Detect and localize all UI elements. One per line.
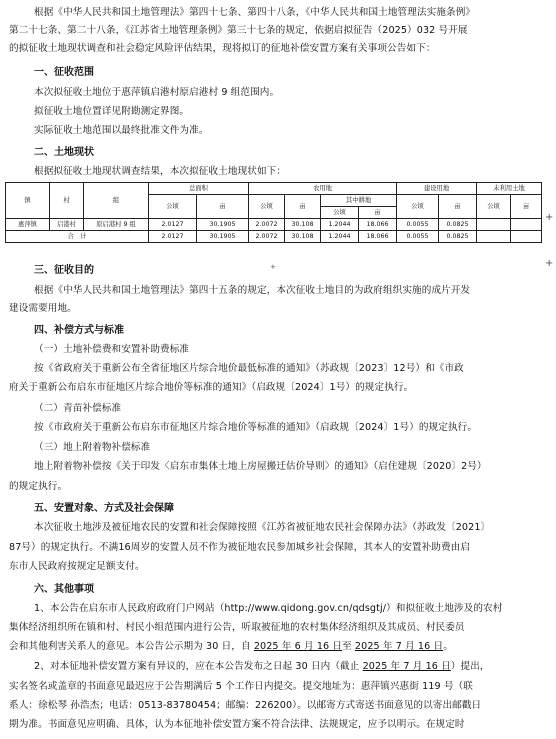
section-6-para-2d: 期为准。书面意见应明确、具体，认为本征地补偿安置方案不符合法律、法规规定，应予以明示。在规定时	[9, 719, 465, 730]
unit-mu: 亩	[359, 207, 397, 219]
unit-mu: 亩	[285, 195, 321, 219]
section-2-para-1: 根据拟征收土地现状调查结果，本次拟征收土地现状如下：	[34, 166, 287, 177]
table-cell: 1.2044	[321, 219, 359, 231]
col-town: 镇	[6, 183, 50, 219]
unit-mu: 亩	[197, 195, 249, 219]
table-cell: 2.0072	[249, 219, 285, 231]
section-3-para-1: 根据《中华人民共和国土地管理法》第四十五条的规定，本次征收土地目的为政府组织实施的成片开发	[34, 285, 471, 296]
col-village: 村	[50, 183, 84, 219]
intro-line-3: 的拟征收土地现状调查和社会稳定风险评估结果，现将拟订的征地补偿安置方案有关事项公告如下：	[9, 43, 436, 54]
section-4-heading: 四、补偿方式与标准	[34, 325, 124, 336]
section-6-para-1b: 集体经济组织所在镇和村、村民小组范围内进行公告，听取被征地的农村集体经济组织及其成员、村民委员	[9, 622, 465, 633]
text-span: 2、对本征地补偿安置方案有异议的，应在本公告发布之日起 30 日内（截止	[34, 661, 363, 672]
section-5-heading: 五、安置对象、方式及社会保障	[34, 503, 174, 514]
table-cell: 18.066	[359, 219, 397, 231]
unit-hectare: 公顷	[249, 195, 285, 219]
col-group: 组	[84, 183, 149, 219]
section-4-para-3a: 地上附着物补偿按《关于印发〈启东市集体土地上房屋搬迁估价导则〉的通知》（启住建规〔2020〕2号）	[34, 461, 487, 472]
section-4-para-1b: 府关于重新公布启东市征地区片综合地价等标准的通知》（启政规〔2024〕1号）的规定执行。	[9, 382, 414, 393]
section-1-para-2: 拟征收土地位置详见附勘测定界图。	[34, 106, 190, 117]
unit-hectare: 公顷	[477, 195, 511, 219]
date-underlined: 2025 年 7 月 16 日	[362, 661, 451, 672]
table-cell: 0.0055	[397, 219, 439, 231]
section-4-para-1a: 按《省政府关于重新公布全省征地区片综合地价最低标准的通知》（苏政规〔2023〕12号）和《市政	[34, 363, 464, 374]
table-cell: 启港村	[50, 219, 84, 231]
intro-line-1: 根据《中华人民共和国土地管理法》第四十七条、第四十八条，《中华人民共和国土地管理法实施条例》	[34, 7, 476, 18]
section-5-para-3: 东市人民政府按规定足额支付。	[9, 561, 145, 572]
table-cell: 0.0055	[397, 231, 439, 243]
table-cell	[511, 231, 542, 243]
table-add-row-icon[interactable]: +	[270, 263, 276, 271]
section-5-para-2: 87号）的规定执行。不满16周岁的安置人员不作为被征地农民参加城乡社会保障，其本人的安置补助费由启	[9, 542, 471, 553]
table-cell: 合 计	[6, 231, 149, 243]
date-underlined: 2025 年 6 月 16 日	[253, 641, 343, 652]
col-construction-land: 建设用地	[397, 183, 477, 195]
table-cell: 2.0072	[249, 231, 285, 243]
table-total-row	[6, 231, 542, 243]
col-unused-land: 未利用土地	[477, 183, 542, 195]
date-underlined: 2025 年 7 月 16 日	[354, 641, 444, 652]
section-1-para-3: 实际征收土地范围以最终批准文件为准。	[34, 125, 209, 136]
unit-mu: 亩	[439, 195, 477, 219]
unit-hectare: 公顷	[321, 207, 359, 219]
table-cell: 2.0127	[149, 219, 197, 231]
section-6-para-2a	[34, 660, 490, 673]
section-4-para-3b: 的规定执行。	[9, 481, 68, 492]
section-2-heading: 二、土地现状	[34, 147, 94, 158]
col-agri-land: 农用地	[249, 183, 397, 195]
table-cell: 1.2044	[321, 231, 359, 243]
col-total-area: 总面积	[149, 183, 249, 195]
table-cell: 30.108	[285, 231, 321, 243]
section-3-para-2: 建设需要用地。	[9, 303, 77, 314]
table-add-column-icon[interactable]: +	[545, 212, 554, 223]
land-status-table	[5, 182, 542, 243]
table-cell	[477, 219, 511, 231]
table-cell	[477, 231, 511, 243]
table-cell: 2.0127	[149, 231, 197, 243]
text-span: 。	[443, 641, 453, 652]
section-3-heading: 三、征收目的	[34, 265, 94, 276]
section-1-heading: 一、征收范围	[34, 67, 94, 78]
section-4-sub-1: （一）土地补偿费和安置补助费标准	[34, 344, 190, 355]
table-cell: 原启港村 9 组	[84, 219, 149, 231]
table-cell: 0.0825	[439, 219, 477, 231]
text-span: ）提出，	[450, 661, 490, 672]
table-cell: 30.1905	[197, 219, 249, 231]
section-1-para-1: 本次拟征收土地位于惠萍镇启港村原启港村 9 组范围内。	[34, 87, 280, 98]
section-5-para-1: 本次征收土地涉及被征地农民的安置和社会保障按照《江苏省被征地农民社会保障办法》（苏政发〔2021〕	[34, 522, 491, 533]
section-6-heading: 六、其他事项	[34, 584, 94, 595]
table-cell: 惠萍镇	[6, 219, 50, 231]
section-4-sub-2: （二）青苗补偿标准	[34, 403, 122, 414]
section-6-para-1a: 1、本公告在启东市人民政府政府门户网站（http://www.qidong.gov.cn/qdsgtj/）和拟征收土地涉及的农村	[34, 603, 503, 614]
table-row	[6, 219, 542, 231]
section-6-para-1c	[9, 640, 453, 653]
unit-hectare: 公顷	[397, 195, 439, 219]
table-add-column-icon[interactable]: +	[545, 258, 554, 269]
table-cell: 30.1905	[197, 231, 249, 243]
section-6-para-2b: 实名签名或盖章的书面意见最迟应于公告期满后 5 个工作日内提交。提交地址为：惠萍镇兴惠街 119 号（联	[9, 681, 473, 692]
intro-line-2: 第二十七条、第二十八条，《江苏省土地管理条例》第三十七条的规定，依据启拟征告（2025）032 号开展	[9, 25, 468, 36]
text-span: 至	[342, 641, 355, 652]
unit-hectare: 公顷	[149, 195, 197, 219]
section-6-para-2c: 系人：徐松琴 孙浩杰；电话：0513-83780454；邮编：226200）。以邮寄方式寄送书面意见的以寄出邮戳日	[9, 700, 482, 711]
section-4-sub-3: （三）地上附着物补偿标准	[34, 442, 151, 453]
table-cell: 18.066	[359, 231, 397, 243]
table-cell: 30.108	[285, 219, 321, 231]
text-span: 会和其他利害关系人的意见。本公告公示期为 30 日，自	[9, 641, 254, 652]
table-cell: 0.0825	[439, 231, 477, 243]
section-4-para-2: 按《市政府关于重新公布启东市征地区片综合地价等标准的通知》（启政规〔2024〕1号）的规定执行。	[34, 422, 478, 433]
col-including-cultivated: 其中耕地	[321, 195, 397, 207]
unit-mu: 亩	[511, 195, 542, 219]
table-cell	[511, 219, 542, 231]
